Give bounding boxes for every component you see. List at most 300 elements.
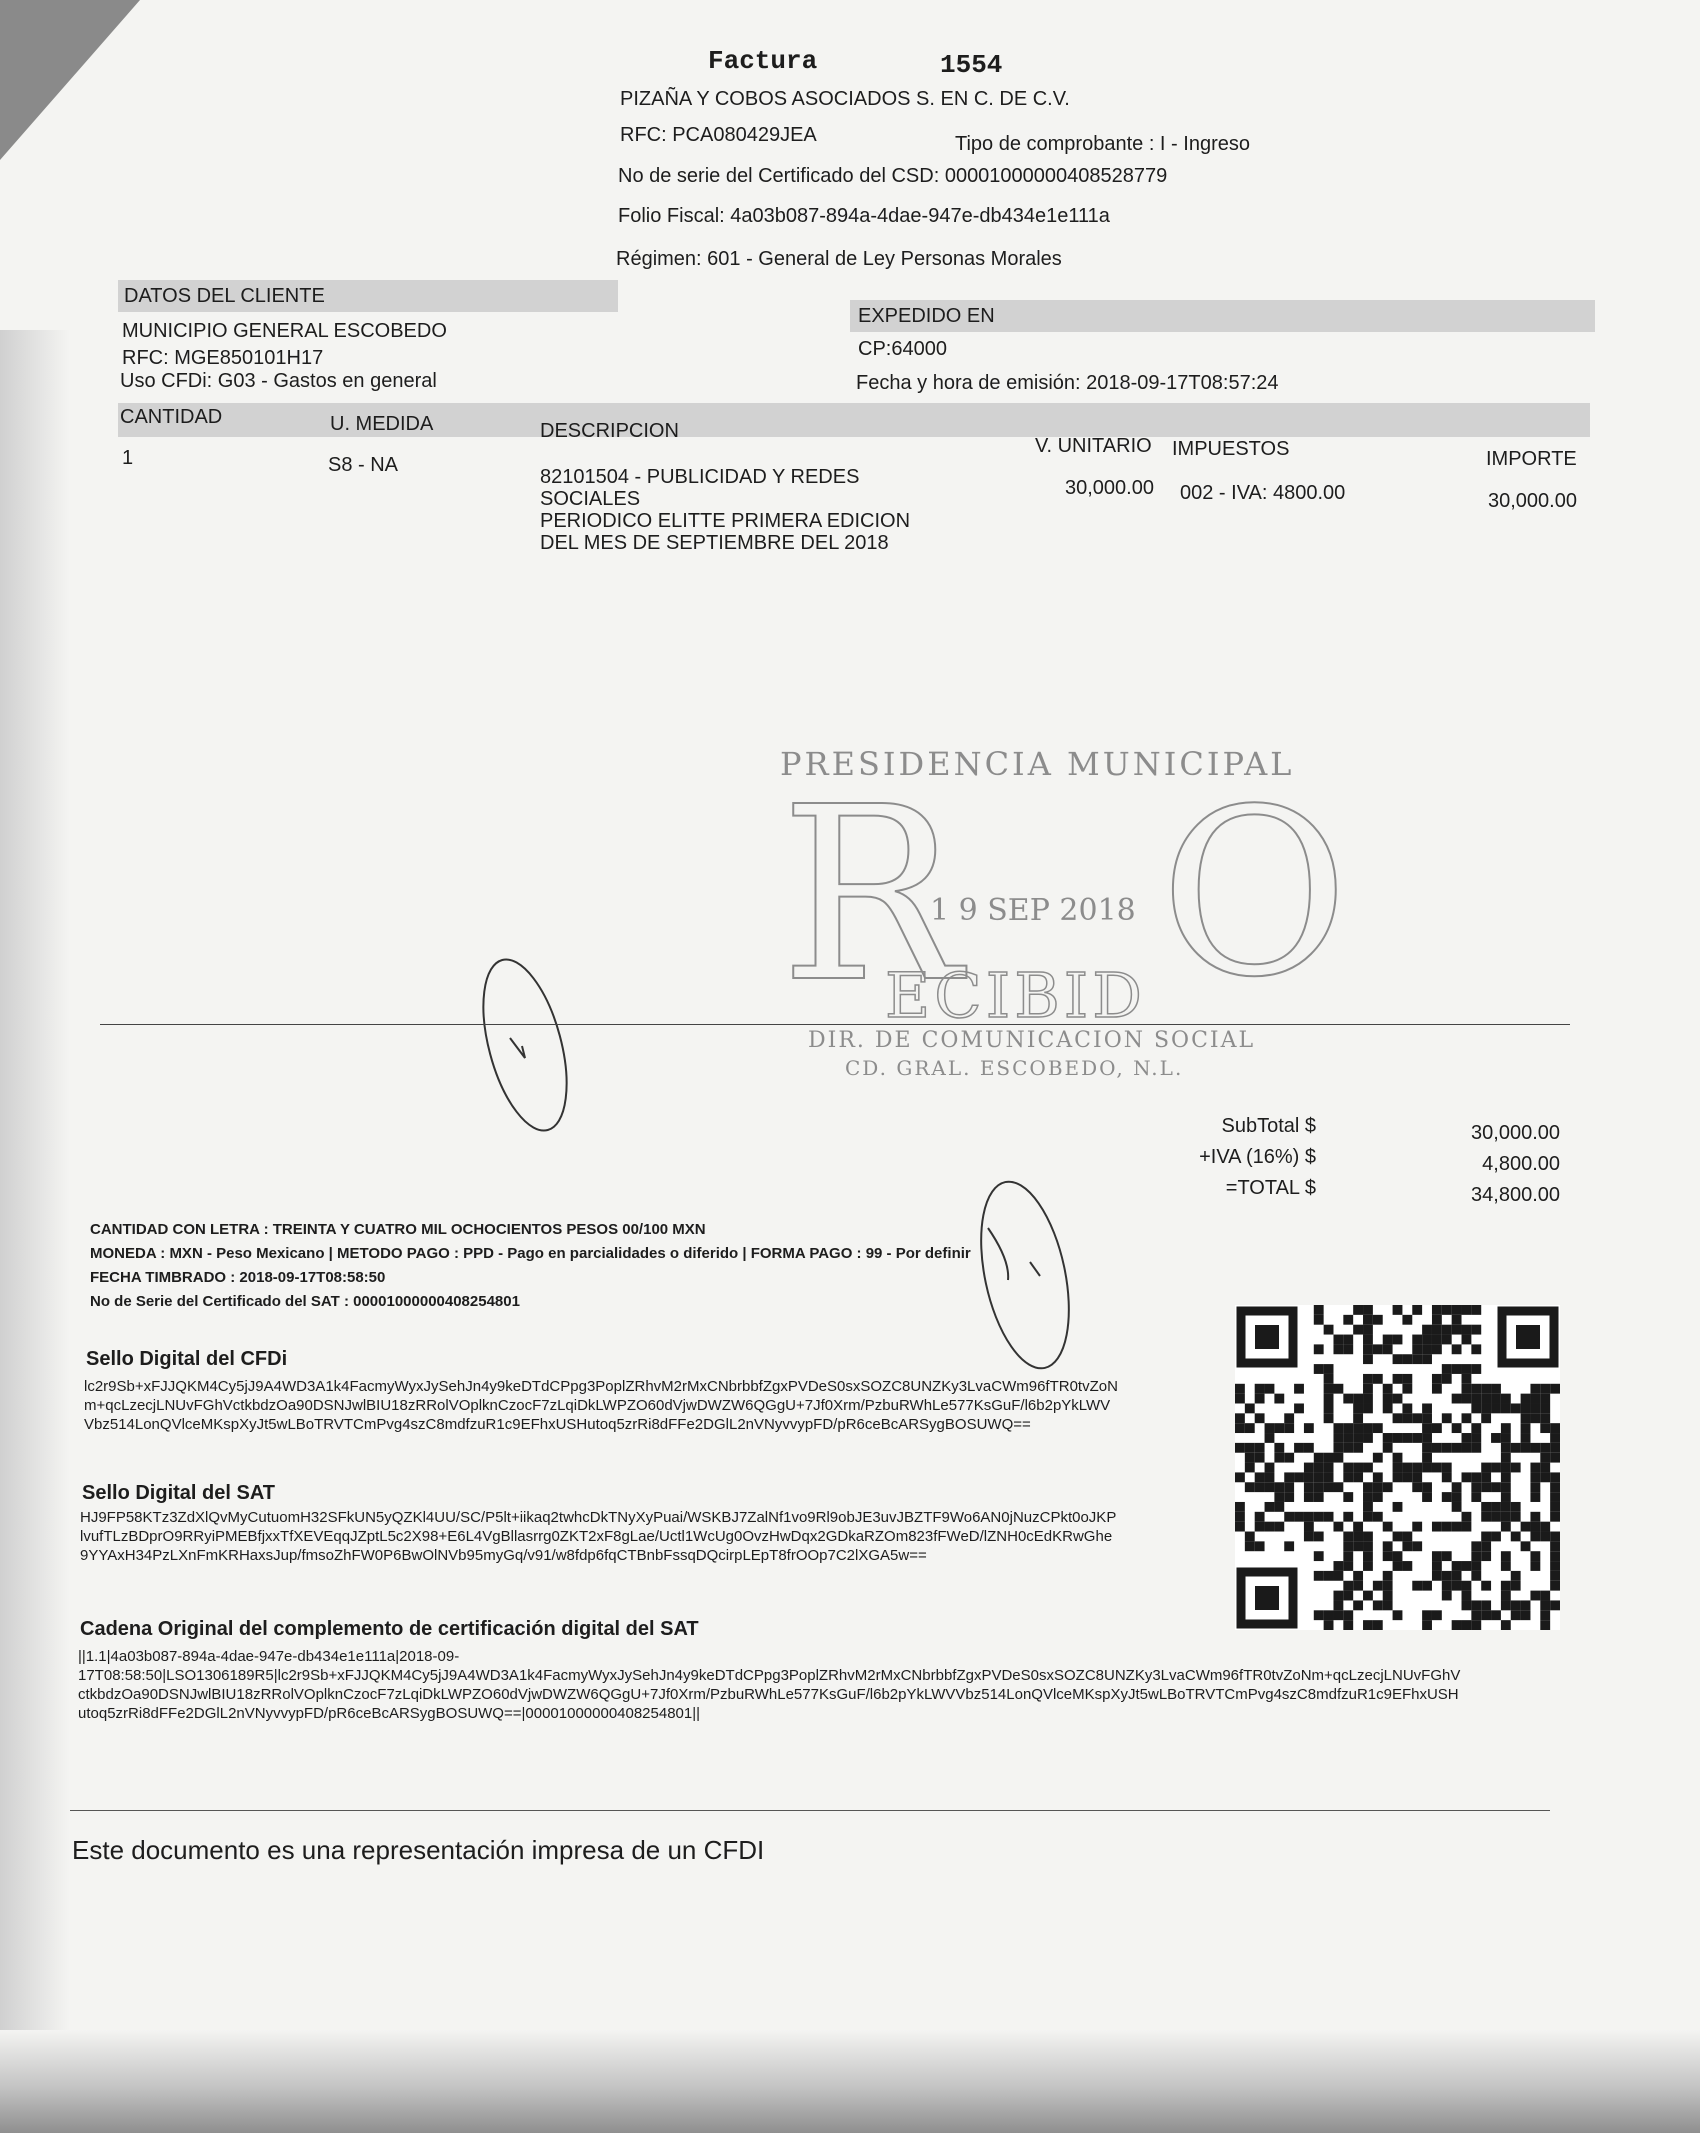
qr-code	[1235, 1305, 1560, 1630]
qr-module	[1294, 1443, 1304, 1453]
qr-module	[1363, 1482, 1373, 1492]
qr-module	[1402, 1403, 1412, 1413]
qr-module	[1452, 1315, 1462, 1325]
qr-module	[1383, 1443, 1393, 1453]
qr-module	[1255, 1443, 1265, 1453]
qr-module	[1422, 1443, 1432, 1453]
qr-module	[1412, 1541, 1422, 1551]
qr-module	[1383, 1433, 1393, 1443]
qr-module	[1521, 1403, 1531, 1413]
qr-module	[1383, 1591, 1393, 1601]
qr-module	[1501, 1403, 1511, 1413]
qr-module	[1284, 1541, 1294, 1551]
qr-module	[1452, 1423, 1462, 1433]
qr-module	[1314, 1610, 1324, 1620]
qr-module	[1373, 1620, 1383, 1630]
expedido-cp: CP:64000	[858, 338, 947, 360]
sello-line: HJ9FP58KTz3ZdXlQvMyCutuomH32SFkUN5yQZKl4UU/SC/P5lt+iikaq2twhcDkTNyXyPuai/WSKBJ7ZalNf1vo9Rl9obJE3uvJBZTF9Wo6AN0jNuzCPkt0oJKP	[80, 1509, 1117, 1526]
sello-line: lc2r9Sb+xFJJQKM4Cy5jJ9A4WD3A1k4FacmyWyxJySehJn4y9keDTdCPpg3PoplZRhvM2rMxCNbrbbfZgxPVDeS0sxSOZC8UNZKy3LvaCWm96fTR0tvZoN	[84, 1378, 1118, 1395]
desc-line: SOCIALES	[540, 488, 641, 510]
qr-module	[1412, 1472, 1422, 1482]
qr-module	[1550, 1532, 1560, 1542]
qr-module	[1393, 1394, 1403, 1404]
qr-module	[1393, 1610, 1403, 1620]
doc-type: Factura	[708, 46, 818, 76]
qr-module	[1373, 1512, 1383, 1522]
qr-module	[1324, 1512, 1334, 1522]
qr-module	[1402, 1413, 1412, 1423]
qr-module	[1235, 1443, 1245, 1453]
qr-module	[1353, 1305, 1363, 1315]
qr-module	[1304, 1532, 1314, 1542]
qr-module	[1245, 1423, 1255, 1433]
qr-module	[1373, 1581, 1383, 1591]
qr-module	[1265, 1423, 1275, 1433]
qr-module	[1353, 1571, 1363, 1581]
iva-label: +IVA (16%) $	[1199, 1146, 1316, 1168]
qr-module	[1314, 1482, 1324, 1492]
qr-module	[1333, 1384, 1343, 1394]
qr-module	[1491, 1610, 1501, 1620]
qr-module	[1422, 1433, 1432, 1443]
qr-module	[1511, 1532, 1521, 1542]
doc-number: 1554	[940, 50, 1003, 80]
expedido-heading: EXPEDIDO EN	[858, 305, 995, 327]
cadena-title: Cadena Original del complemento de certificación digital del SAT	[80, 1618, 699, 1640]
cantidad-letra: CANTIDAD CON LETRA : TREINTA Y CUATRO MIL OCHOCIENTOS PESOS 00/100 MXN	[90, 1221, 706, 1238]
qr-module	[1383, 1384, 1393, 1394]
qr-module	[1333, 1600, 1343, 1610]
qr-module	[1491, 1403, 1501, 1413]
qr-module	[1521, 1433, 1531, 1443]
qr-module	[1442, 1325, 1452, 1335]
qr-module	[1383, 1600, 1393, 1610]
qr-module	[1501, 1443, 1511, 1453]
qr-module	[1333, 1571, 1343, 1581]
qr-module	[1383, 1581, 1393, 1591]
qr-module	[1432, 1561, 1442, 1571]
qr-module	[1540, 1384, 1550, 1394]
qr-module	[1452, 1394, 1462, 1404]
qr-module	[1353, 1600, 1363, 1610]
qr-module	[1333, 1522, 1343, 1532]
qr-module	[1383, 1522, 1393, 1532]
qr-module	[1314, 1463, 1324, 1473]
qr-module	[1333, 1443, 1343, 1453]
qr-module	[1530, 1463, 1540, 1473]
qr-module	[1343, 1423, 1353, 1433]
qr-module	[1304, 1522, 1314, 1532]
qr-module	[1353, 1463, 1363, 1473]
qr-module	[1343, 1463, 1353, 1473]
qr-module	[1501, 1472, 1511, 1482]
qr-module	[1501, 1522, 1511, 1532]
qr-module	[1452, 1561, 1462, 1571]
desc-line: PERIODICO ELITTE PRIMERA EDICION	[540, 510, 911, 532]
stamp-presidencia: PRESIDENCIA MUNICIPAL	[780, 745, 1295, 783]
qr-module	[1442, 1581, 1452, 1591]
qr-module	[1274, 1492, 1284, 1502]
stamp-recibido: ECIBID	[885, 959, 1146, 1032]
qr-module	[1333, 1423, 1343, 1433]
qr-module	[1471, 1325, 1481, 1335]
qr-module	[1432, 1335, 1442, 1345]
qr-module	[1481, 1551, 1491, 1561]
qr-module	[1452, 1502, 1462, 1512]
qr-module	[1540, 1394, 1550, 1404]
qr-module	[1363, 1315, 1373, 1325]
qr-module	[1343, 1335, 1353, 1345]
qr-module	[1363, 1532, 1373, 1542]
qr-module	[1422, 1581, 1432, 1591]
qr-module	[1501, 1492, 1511, 1502]
qr-module	[1511, 1571, 1521, 1581]
qr-module	[1373, 1453, 1383, 1463]
qr-module	[1540, 1423, 1550, 1433]
qr-module	[1393, 1335, 1403, 1345]
item-unidad: S8 - NA	[328, 454, 399, 476]
qr-module	[1363, 1433, 1373, 1443]
qr-module	[1471, 1600, 1481, 1610]
tipo-comprobante: Tipo de comprobante : I - Ingreso	[955, 133, 1250, 155]
qr-module	[1324, 1374, 1334, 1384]
qr-module	[1550, 1472, 1560, 1482]
item-impuestos: 002 - IVA: 4800.00	[1180, 482, 1346, 504]
qr-module	[1530, 1482, 1540, 1492]
qr-module	[1274, 1443, 1284, 1453]
qr-module	[1383, 1571, 1393, 1581]
stamp-big-o: O	[1160, 761, 1349, 1028]
sello-sat-value	[80, 1508, 1190, 1565]
qr-module	[1481, 1394, 1491, 1404]
qr-module	[1284, 1482, 1294, 1492]
sello-line: Vbz514LonQVlceMKspXyJt5wLBoTRVTCmPvg4szC8mdfzuR1c9EFhxUSHutoq5zrRi8dFFe2DGlL2nVNyvvypFD/pR6ceBcARSygBOSUWQ==	[84, 1416, 1031, 1433]
qr-module	[1462, 1325, 1472, 1335]
fecha-timbrado: FECHA TIMBRADO : 2018-09-17T08:58:50	[90, 1269, 386, 1286]
qr-module	[1550, 1561, 1560, 1571]
qr-module	[1501, 1581, 1511, 1591]
qr-module	[1521, 1600, 1531, 1610]
qr-module	[1462, 1394, 1472, 1404]
qr-module	[1343, 1443, 1353, 1453]
qr-module	[1333, 1482, 1343, 1492]
col-impuestos: IMPUESTOS	[1172, 438, 1290, 460]
qr-module	[1452, 1492, 1462, 1502]
qr-module	[1412, 1344, 1422, 1354]
qr-module	[1324, 1413, 1334, 1423]
qr-module	[1471, 1433, 1481, 1443]
iva-value: 4,800.00	[1482, 1153, 1560, 1175]
qr-module	[1452, 1364, 1462, 1374]
qr-module	[1471, 1482, 1481, 1492]
cadena-line: 17T08:58:50|LSO1306189R5|lc2r9Sb+xFJJQKM4Cy5jJ9A4WD3A1k4FacmyWyxJySehJn4y9keDTdCPpg3PoplZRhvM2rMxCNbrbbfZgxPVDeS0sxSOZC8UNZKy3LvaCWm96fTR0tvZoNm+qcLzecjLNUvFGhV	[78, 1667, 1461, 1684]
qr-module	[1442, 1472, 1452, 1482]
qr-module	[1530, 1384, 1540, 1394]
qr-module	[1343, 1492, 1353, 1502]
qr-module	[1333, 1610, 1343, 1620]
payment-info	[90, 1218, 1090, 1314]
qr-module	[1265, 1482, 1275, 1492]
qr-module	[1550, 1512, 1560, 1522]
qr-module	[1265, 1433, 1275, 1443]
qr-module	[1540, 1443, 1550, 1453]
stamp-direccion: DIR. DE COMUNICACION SOCIAL	[808, 1028, 1256, 1053]
qr-module	[1511, 1512, 1521, 1522]
qr-module	[1501, 1620, 1511, 1630]
stamp-ciudad: CD. GRAL. ESCOBEDO, N.L.	[845, 1056, 1184, 1080]
qr-module	[1412, 1463, 1422, 1473]
qr-module	[1324, 1610, 1334, 1620]
qr-module	[1481, 1384, 1491, 1394]
qr-module	[1422, 1463, 1432, 1473]
qr-module	[1333, 1591, 1343, 1601]
qr-module	[1511, 1600, 1521, 1610]
qr-module	[1353, 1541, 1363, 1551]
qr-module	[1530, 1394, 1540, 1404]
qr-module	[1491, 1502, 1501, 1512]
qr-module	[1343, 1532, 1353, 1542]
qr-module	[1324, 1364, 1334, 1374]
item-unitario: 30,000.00	[1065, 477, 1154, 499]
col-descripcion: DESCRIPCION	[540, 420, 679, 442]
qr-module	[1402, 1561, 1412, 1571]
qr-module	[1343, 1394, 1353, 1404]
qr-module	[1314, 1492, 1324, 1502]
expedido-fecha: Fecha y hora de emisión: 2018-09-17T08:57:24	[856, 372, 1279, 394]
qr-module	[1353, 1472, 1363, 1482]
qr-module	[1412, 1413, 1422, 1423]
footer-divider	[70, 1810, 1550, 1811]
qr-module	[1245, 1453, 1255, 1463]
qr-module	[1422, 1354, 1432, 1364]
qr-module	[1363, 1561, 1373, 1571]
qr-module	[1314, 1512, 1324, 1522]
qr-module	[1343, 1591, 1353, 1601]
qr-module	[1373, 1315, 1383, 1325]
qr-module	[1383, 1335, 1393, 1345]
qr-module	[1343, 1472, 1353, 1482]
qr-module	[1491, 1384, 1501, 1394]
qr-module	[1324, 1403, 1334, 1413]
qr-module	[1363, 1325, 1373, 1335]
qr-module	[1343, 1610, 1353, 1620]
qr-module	[1393, 1305, 1403, 1315]
qr-module	[1235, 1502, 1245, 1512]
issuer-name: PIZAÑA Y COBOS ASOCIADOS S. EN C. DE C.V.	[620, 88, 1070, 110]
qr-module	[1462, 1620, 1472, 1630]
cliente-uso-cfdi: Uso CFDi: G03 - Gastos en general	[120, 370, 437, 392]
qr-module	[1265, 1463, 1275, 1473]
qr-module	[1462, 1522, 1472, 1532]
qr-module	[1353, 1325, 1363, 1335]
qr-module	[1422, 1453, 1432, 1463]
qr-module	[1235, 1384, 1245, 1394]
qr-module	[1235, 1423, 1245, 1433]
qr-module	[1422, 1344, 1432, 1354]
qr-module	[1363, 1305, 1373, 1315]
qr-module	[1324, 1482, 1334, 1492]
issuer-rfc: RFC: PCA080429JEA	[620, 124, 817, 146]
qr-module	[1540, 1610, 1550, 1620]
qr-module	[1501, 1453, 1511, 1463]
qr-module	[1393, 1472, 1403, 1482]
qr-module	[1521, 1394, 1531, 1404]
qr-module	[1245, 1482, 1255, 1492]
qr-module	[1402, 1374, 1412, 1384]
qr-module	[1422, 1620, 1432, 1630]
qr-module	[1363, 1335, 1373, 1345]
qr-module	[1255, 1522, 1265, 1532]
qr-module	[1314, 1344, 1324, 1354]
qr-module	[1501, 1394, 1511, 1404]
qr-module	[1255, 1413, 1265, 1423]
qr-module	[1294, 1384, 1304, 1394]
qr-module	[1353, 1413, 1363, 1423]
qr-module	[1343, 1551, 1353, 1561]
qr-module	[1235, 1413, 1245, 1423]
qr-module	[1393, 1532, 1403, 1542]
qr-module	[1324, 1325, 1334, 1335]
qr-module	[1501, 1591, 1511, 1601]
cliente-heading: DATOS DEL CLIENTE	[124, 285, 325, 307]
qr-module	[1550, 1571, 1560, 1581]
qr-module	[1540, 1620, 1550, 1630]
col-cantidad: CANTIDAD	[120, 406, 223, 428]
qr-module	[1333, 1453, 1343, 1463]
qr-module	[1550, 1502, 1560, 1512]
qr-module	[1235, 1394, 1245, 1404]
qr-module	[1471, 1541, 1481, 1551]
qr-module	[1274, 1482, 1284, 1492]
qr-module	[1353, 1581, 1363, 1591]
qr-module	[1432, 1443, 1442, 1453]
moneda-metodo: MONEDA : MXN - Peso Mexicano | METODO PAGO : PPD - Pago en parcialidades o diferido | FORMA PAGO : 99 - Por definir	[90, 1245, 971, 1262]
qr-module	[1314, 1305, 1324, 1315]
qr-module	[1274, 1394, 1284, 1404]
qr-module	[1373, 1344, 1383, 1354]
qr-module	[1402, 1315, 1412, 1325]
qr-module	[1324, 1620, 1334, 1630]
qr-module	[1550, 1581, 1560, 1591]
qr-module	[1462, 1374, 1472, 1384]
qr-module	[1383, 1344, 1393, 1354]
sello-cfdi-title: Sello Digital del CFDi	[86, 1348, 288, 1370]
qr-module	[1383, 1403, 1393, 1413]
qr-module	[1491, 1433, 1501, 1443]
qr-module	[1353, 1433, 1363, 1443]
qr-module	[1343, 1620, 1353, 1630]
qr-module	[1422, 1482, 1432, 1492]
qr-module	[1530, 1512, 1540, 1522]
qr-module	[1501, 1463, 1511, 1473]
cliente-name: MUNICIPIO GENERAL ESCOBEDO	[122, 320, 447, 342]
qr-module	[1235, 1522, 1245, 1532]
qr-module	[1442, 1463, 1452, 1473]
qr-module	[1363, 1423, 1373, 1433]
qr-module	[1442, 1571, 1452, 1581]
qr-module	[1442, 1335, 1452, 1345]
desc-line: DEL MES DE SEPTIEMBRE DEL 2018	[540, 532, 889, 554]
qr-module	[1501, 1600, 1511, 1610]
qr-module	[1481, 1532, 1491, 1542]
qr-module	[1294, 1512, 1304, 1522]
qr-module	[1540, 1472, 1550, 1482]
qr-module	[1343, 1541, 1353, 1551]
qr-module	[1304, 1423, 1314, 1433]
qr-module	[1462, 1335, 1472, 1345]
qr-module	[1452, 1325, 1462, 1335]
qr-module	[1511, 1443, 1521, 1453]
qr-module	[1314, 1472, 1324, 1482]
qr-module	[1373, 1482, 1383, 1492]
qr-module	[1530, 1443, 1540, 1453]
qr-module	[1363, 1403, 1373, 1413]
qr-module	[1471, 1561, 1481, 1571]
qr-module	[1540, 1403, 1550, 1413]
qr-module	[1304, 1482, 1314, 1492]
qr-module	[1393, 1561, 1403, 1571]
qr-module	[1521, 1522, 1531, 1532]
sello-line: m+qcLzecjLNUvFGhVctkbdzOa90DSNJwlBIU18zRRolVOplknCzocF7zLqiDkLWPZO60dVjwDWZW6QGgU+7Jf0Xrm/PzbuRWhLe577KsGuF/l6b2pYkLWV	[84, 1397, 1111, 1414]
qr-module	[1304, 1472, 1314, 1482]
qr-module	[1540, 1532, 1550, 1542]
qr-module	[1501, 1502, 1511, 1512]
qr-module	[1432, 1305, 1442, 1315]
qr-module	[1452, 1305, 1462, 1315]
qr-module	[1314, 1551, 1324, 1561]
qr-module	[1471, 1384, 1481, 1394]
qr-module	[1412, 1482, 1422, 1492]
qr-module	[1481, 1512, 1491, 1522]
footer-note: Este documento es una representación impresa de un CFDI	[72, 1835, 765, 1865]
cadena-line: ctkbdzOa90DSNJwlBIU18zRRolVOplknCzocF7zLqiDkLWPZO60dVjwDWZW6QGgU+7Jf0Xrm/PzbuRWhLe577KsGuF/l6b2pYkLWVVbz514LonQVlceMKspXyJt5wLBoTRVTCmPvg4szC8mdfzuR1c9EFhxUSH	[78, 1686, 1459, 1703]
qr-module	[1284, 1413, 1294, 1423]
col-importe: IMPORTE	[1486, 448, 1577, 470]
qr-module	[1501, 1512, 1511, 1522]
qr-module	[1343, 1512, 1353, 1522]
qr-module	[1530, 1403, 1540, 1413]
stamp-date: 1 9 SEP 2018	[930, 893, 1136, 928]
qr-module	[1422, 1423, 1432, 1433]
qr-module	[1442, 1522, 1452, 1532]
qr-module	[1343, 1561, 1353, 1571]
section-divider	[100, 1024, 1570, 1025]
qr-module	[1284, 1423, 1294, 1433]
qr-module	[1550, 1423, 1560, 1433]
qr-module	[1304, 1492, 1314, 1502]
qr-module	[1452, 1522, 1462, 1532]
qr-module	[1333, 1433, 1343, 1443]
qr-module	[1462, 1472, 1472, 1482]
qr-module	[1442, 1591, 1452, 1601]
qr-module	[1481, 1541, 1491, 1551]
qr-module	[1412, 1335, 1422, 1345]
qr-module	[1363, 1541, 1373, 1551]
qr-module	[1452, 1581, 1462, 1591]
qr-module	[1521, 1413, 1531, 1423]
qr-module	[1255, 1384, 1265, 1394]
qr-module	[1274, 1502, 1284, 1512]
qr-module	[1412, 1305, 1422, 1315]
qr-module	[1452, 1482, 1462, 1492]
qr-module	[1530, 1532, 1540, 1542]
qr-module	[1481, 1472, 1491, 1482]
qr-module	[1324, 1394, 1334, 1404]
col-unitario: V. UNITARIO	[1035, 435, 1152, 457]
qr-module	[1402, 1541, 1412, 1551]
qr-module	[1540, 1600, 1550, 1610]
qr-module	[1481, 1502, 1491, 1512]
